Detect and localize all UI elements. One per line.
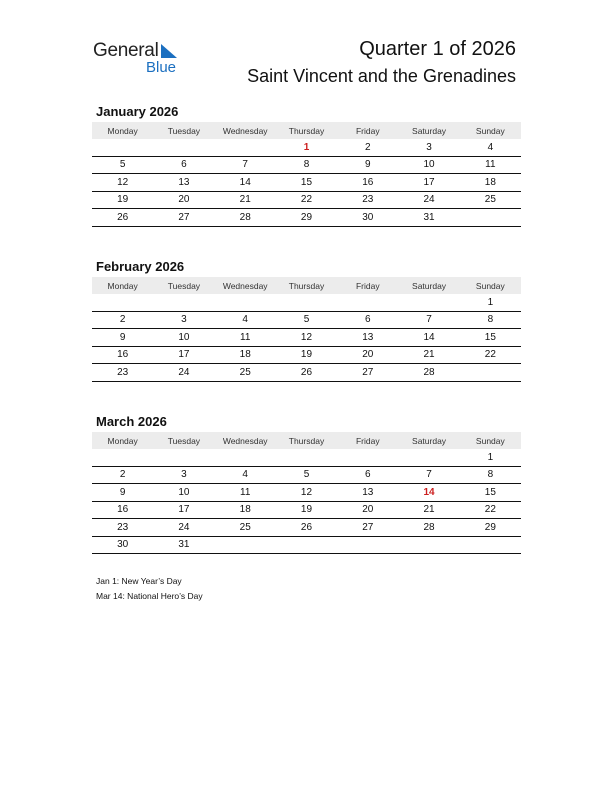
empty-day-cell	[92, 449, 153, 466]
day-cell: 6	[337, 466, 398, 484]
week-row	[92, 311, 521, 329]
empty-day-cell	[153, 294, 214, 311]
empty-day-cell	[398, 294, 459, 311]
logo-general-text: General	[93, 40, 159, 61]
empty-day-cell	[337, 294, 398, 311]
empty-day-cell	[215, 536, 276, 554]
day-cell: 20	[337, 501, 398, 519]
empty-day-cell	[276, 449, 337, 466]
day-cell: 23	[92, 519, 153, 537]
weekday-header: Friday	[337, 122, 398, 139]
day-cell: 24	[153, 364, 214, 382]
empty-day-cell	[398, 449, 459, 466]
day-cell: 17	[153, 346, 214, 364]
logo-blue-text: Blue	[146, 59, 177, 76]
month-title: March 2026	[96, 414, 167, 429]
day-cell: 10	[398, 156, 459, 174]
day-cell: 20	[337, 346, 398, 364]
month-february	[92, 259, 521, 382]
day-cell: 7	[215, 156, 276, 174]
day-cell: 5	[276, 311, 337, 329]
day-cell: 25	[215, 364, 276, 382]
empty-day-cell	[276, 536, 337, 554]
day-cell: 12	[276, 484, 337, 502]
empty-day-cell	[215, 294, 276, 311]
day-cell: 10	[153, 484, 214, 502]
day-cell: 31	[153, 536, 214, 554]
day-cell: 20	[153, 191, 214, 209]
empty-day-cell	[215, 139, 276, 156]
day-cell: 2	[337, 139, 398, 156]
day-cell: 8	[460, 311, 521, 329]
holiday-notes	[96, 574, 203, 604]
weekday-header: Saturday	[398, 277, 459, 294]
empty-day-cell	[215, 449, 276, 466]
day-cell: 21	[398, 346, 459, 364]
weekday-header: Wednesday	[215, 277, 276, 294]
empty-day-cell	[92, 294, 153, 311]
day-cell: 18	[215, 346, 276, 364]
month-title: January 2026	[96, 104, 179, 119]
weekday-header: Friday	[337, 277, 398, 294]
day-cell: 9	[337, 156, 398, 174]
day-cell: 12	[92, 174, 153, 192]
day-cell: 13	[337, 329, 398, 347]
day-cell: 30	[92, 536, 153, 554]
weekday-header: Sunday	[460, 122, 521, 139]
day-cell: 13	[337, 484, 398, 502]
day-cell: 22	[460, 346, 521, 364]
empty-day-cell	[92, 139, 153, 156]
week-row	[92, 191, 521, 209]
day-cell: 19	[92, 191, 153, 209]
day-cell: 13	[153, 174, 214, 192]
day-cell: 1	[460, 294, 521, 311]
day-cell: 8	[460, 466, 521, 484]
day-cell: 7	[398, 311, 459, 329]
day-cell: 30	[337, 209, 398, 227]
week-row	[92, 174, 521, 192]
empty-day-cell	[460, 536, 521, 554]
day-cell: 6	[153, 156, 214, 174]
day-cell: 3	[153, 466, 214, 484]
day-cell: 23	[337, 191, 398, 209]
day-cell: 7	[398, 466, 459, 484]
calendar-table	[92, 432, 521, 554]
day-cell: 4	[215, 311, 276, 329]
day-cell: 27	[337, 519, 398, 537]
day-cell: 23	[92, 364, 153, 382]
day-cell: 3	[398, 139, 459, 156]
week-row	[92, 346, 521, 364]
day-cell: 2	[92, 311, 153, 329]
week-row	[92, 156, 521, 174]
day-cell: 26	[276, 364, 337, 382]
day-cell: 16	[337, 174, 398, 192]
weekday-header: Thursday	[276, 277, 337, 294]
day-cell: 11	[460, 156, 521, 174]
weekday-header: Wednesday	[215, 122, 276, 139]
weekday-header: Sunday	[460, 277, 521, 294]
weekday-header: Monday	[92, 277, 153, 294]
day-cell: 28	[215, 209, 276, 227]
calendar-table	[92, 122, 521, 227]
quarter-title: Quarter 1 of 2026	[359, 38, 516, 60]
empty-day-cell	[276, 294, 337, 311]
day-cell: 9	[92, 329, 153, 347]
day-cell: 31	[398, 209, 459, 227]
week-row	[92, 139, 521, 156]
holiday-note: Mar 14: National Hero’s Day	[96, 591, 203, 601]
day-cell: 9	[92, 484, 153, 502]
empty-day-cell	[460, 209, 521, 227]
day-cell: 29	[460, 519, 521, 537]
empty-day-cell	[460, 364, 521, 382]
week-row	[92, 294, 521, 311]
month-march	[92, 414, 521, 554]
day-cell: 12	[276, 329, 337, 347]
weekday-header: Monday	[92, 122, 153, 139]
day-cell: 28	[398, 364, 459, 382]
day-cell: 22	[460, 501, 521, 519]
day-cell: 27	[153, 209, 214, 227]
weekday-header: Tuesday	[153, 432, 214, 449]
empty-day-cell	[337, 536, 398, 554]
day-cell: 17	[398, 174, 459, 192]
logo	[93, 40, 193, 80]
week-row	[92, 209, 521, 227]
month-january	[92, 104, 521, 227]
day-cell: 19	[276, 346, 337, 364]
day-cell: 16	[92, 346, 153, 364]
day-cell: 26	[92, 209, 153, 227]
day-cell: 10	[153, 329, 214, 347]
day-cell: 24	[398, 191, 459, 209]
day-cell: 17	[153, 501, 214, 519]
day-cell: 18	[460, 174, 521, 192]
empty-day-cell	[337, 449, 398, 466]
day-cell: 29	[276, 209, 337, 227]
calendar-table	[92, 277, 521, 382]
day-cell: 1	[276, 139, 337, 156]
country-title: Saint Vincent and the Grenadines	[247, 66, 516, 86]
day-cell: 18	[215, 501, 276, 519]
day-cell: 28	[398, 519, 459, 537]
day-cell: 24	[153, 519, 214, 537]
day-cell: 15	[460, 329, 521, 347]
day-cell: 25	[460, 191, 521, 209]
day-cell: 3	[153, 311, 214, 329]
day-cell: 14	[398, 484, 459, 502]
weekday-header: Sunday	[460, 432, 521, 449]
weekday-header: Tuesday	[153, 277, 214, 294]
day-cell: 4	[215, 466, 276, 484]
empty-day-cell	[153, 449, 214, 466]
weekday-header: Wednesday	[215, 432, 276, 449]
empty-day-cell	[153, 139, 214, 156]
day-cell: 21	[215, 191, 276, 209]
weekday-header: Tuesday	[153, 122, 214, 139]
day-cell: 25	[215, 519, 276, 537]
day-cell: 6	[337, 311, 398, 329]
day-cell: 11	[215, 329, 276, 347]
week-row	[92, 466, 521, 484]
day-cell: 21	[398, 501, 459, 519]
day-cell: 5	[92, 156, 153, 174]
weekday-header: Thursday	[276, 122, 337, 139]
weekday-header: Thursday	[276, 432, 337, 449]
week-row	[92, 519, 521, 537]
day-cell: 27	[337, 364, 398, 382]
holiday-note: Jan 1: New Year’s Day	[96, 576, 182, 586]
day-cell: 1	[460, 449, 521, 466]
day-cell: 5	[276, 466, 337, 484]
empty-day-cell	[398, 536, 459, 554]
day-cell: 16	[92, 501, 153, 519]
day-cell: 4	[460, 139, 521, 156]
day-cell: 15	[276, 174, 337, 192]
day-cell: 15	[460, 484, 521, 502]
week-row	[92, 449, 521, 466]
day-cell: 11	[215, 484, 276, 502]
weekday-header: Friday	[337, 432, 398, 449]
day-cell: 14	[398, 329, 459, 347]
logo-flag-icon	[161, 44, 177, 58]
weekday-header: Monday	[92, 432, 153, 449]
day-cell: 2	[92, 466, 153, 484]
month-title: February 2026	[96, 259, 185, 274]
day-cell: 26	[276, 519, 337, 537]
week-row	[92, 536, 521, 554]
weekday-header: Saturday	[398, 122, 459, 139]
week-row	[92, 501, 521, 519]
week-row	[92, 484, 521, 502]
day-cell: 14	[215, 174, 276, 192]
day-cell: 19	[276, 501, 337, 519]
day-cell: 8	[276, 156, 337, 174]
week-row	[92, 364, 521, 382]
week-row	[92, 329, 521, 347]
weekday-header: Saturday	[398, 432, 459, 449]
day-cell: 22	[276, 191, 337, 209]
